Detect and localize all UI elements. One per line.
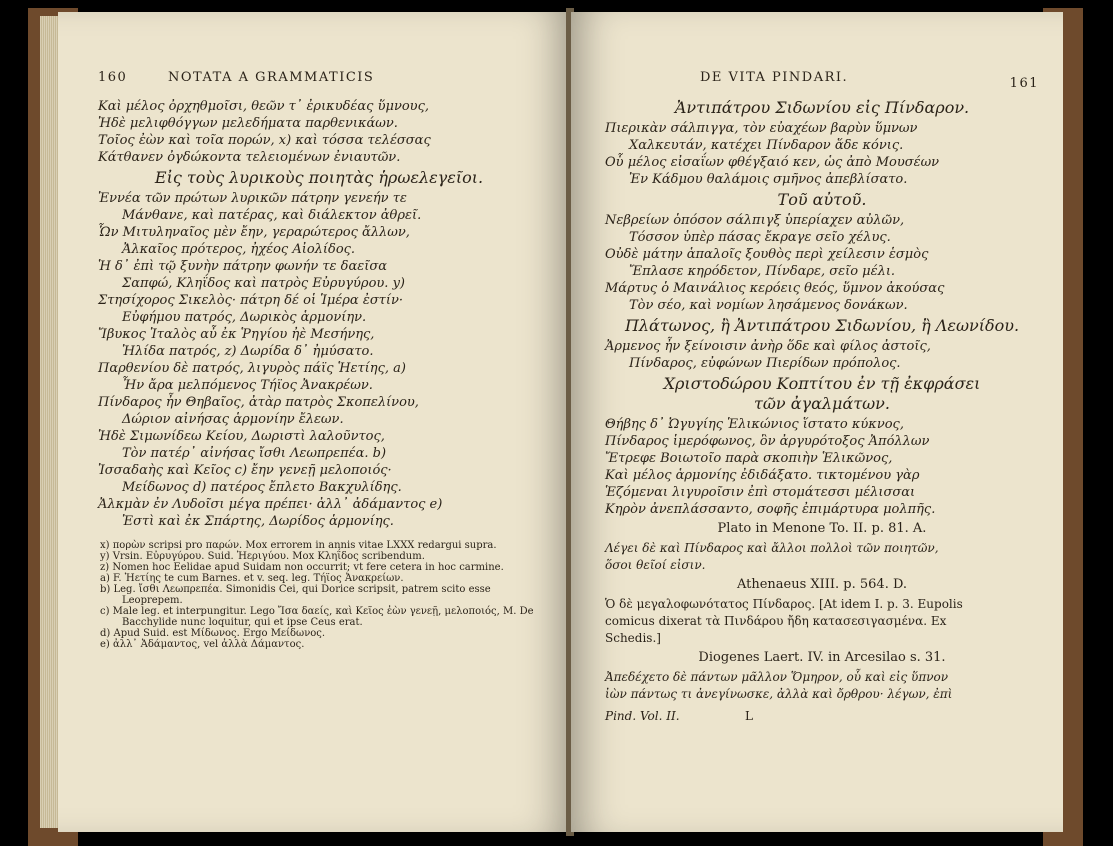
footnote: e) ἀλλ᾽ Ἀδάμαντος, vel ἀλλὰ Δάμαντος. <box>100 639 305 650</box>
verse-line: Ἀρμενος ἦν ξείνοισιν ἀνὴρ ὅδε καὶ φίλος ἀστοῖς, <box>605 339 931 354</box>
verse-line: Οὗ μέλος εἰσαΐων φθέγξαιό κεν, ὡς ἀπὸ Μουσέων <box>605 155 940 170</box>
verse-line: Μάρτυς ὁ Μαινάλιος κερόεις θεός, ὕμνον ἀκούσας <box>605 281 945 296</box>
right-page <box>571 12 1063 832</box>
footnote: b) Leg. ἴσθι Λεωπρεπέα. Simonidis Cei, qui Dorice scripsit, patrem scito esse Leoprepem. <box>100 584 491 606</box>
verse-line: Ἰσσαδαὴς καὶ Κεῖος c) ἔην γενεῇ μελοποιός· <box>98 463 392 478</box>
section-heading: Πλάτωνος, ἢ Ἀντιπάτρου Σιδωνίου, ἢ Λεωνίδου. <box>624 316 1020 335</box>
verse-line: Ἡ δ᾽ ἐπὶ τῷ ξυνὴν πάτρην φωνήν τε δαεῖσα <box>98 259 387 274</box>
verse-line: Τὸν πατέρ᾽ αἰνήσας ἴσθι Λεωπρεπέα. b) <box>122 446 387 461</box>
footnote: d) Apud Suid. est Μίδωνος. Ergo Μείδωνος. <box>100 628 326 639</box>
verse-line: Παρθενίου δὲ πατρός, λιγυρὸς πάϊς Ἡετίης, a) <box>98 361 406 376</box>
page-number-left: 160 <box>98 70 128 85</box>
right-page-text <box>605 96 1039 725</box>
verse-line: Θήβης δ᾽ Ὠγυγίης Ἑλικώνιος ἵστατο κύκνος, <box>605 417 904 432</box>
volume-footer: Pind. Vol. II. <box>605 709 680 723</box>
prose-line: ὅσοι θεῖοί εἰσιν. <box>605 558 706 572</box>
page-number-right: 161 <box>1009 76 1039 91</box>
verse-line: Ἐστὶ καὶ ἐκ Σπάρτης, Δωρίδος ἁρμονίης. <box>122 514 394 529</box>
source-reference: Plato in Menone To. II. p. 81. A. <box>717 521 927 536</box>
prose-line: Schedis.] <box>605 631 661 645</box>
verse-line: Ἑζόμεναι λιγυροῖσιν ἐπὶ στομάτεσσι μέλισσαι <box>605 485 916 500</box>
verse-line: Πίνδαρος ἱμερόφωνος, ὃν ἀργυρότοξος Ἀπόλλων <box>605 434 930 449</box>
verse-line: Καὶ μέλος ὀρχηθμοῖσι, θεῶν τ᾽ ἐρικυδέας ὕμνους, <box>98 99 429 114</box>
section-heading: Εἰς τοὺς λυρικοὺς ποιητὰς ἡρωελεγεῖοι. <box>154 168 484 187</box>
verse-line: Χαλκευτάν, κατέχει Πίνδαρον ἅδε κόνις. <box>629 138 904 153</box>
verse-line: Ἠδὲ μελιφθόγγων μελεδήματα παρθενικάων. <box>98 116 398 131</box>
section-heading: Τοῦ αὐτοῦ. <box>777 190 867 209</box>
prose-line: Ἀπεδέχετο δὲ πάντων μᾶλλον Ὅμηρον, οὗ καὶ εἰς ὕπνον <box>605 670 949 684</box>
footnotes <box>98 540 540 650</box>
prose-line: Ὁ δὲ μεγαλοφωνότατος Πίνδαρος. [At idem I. p. 3. Eupolis <box>605 597 963 611</box>
verse-line: Δώριον αἰνήσας ἁρμονίην ἔλεων. <box>122 412 344 427</box>
verse-line: Πιερικὰν σάλπιγγα, τὸν εὐαχέων βαρὺν ὕμνων <box>605 121 918 136</box>
verse-line: Κάτθανεν ὀγδώκοντα τελειομένων ἐνιαυτῶν. <box>98 150 401 165</box>
verse-line: Στησίχορος Σικελὸς· πάτρη δέ οἱ Ἱμέρα ἐστίν· <box>98 293 404 308</box>
left-page-text <box>98 98 540 650</box>
verse-line: Ἀλκμὰν ἐν Λυδοῖσι μέγα πρέπει· ἀλλ᾽ ἀδάμαντος e) <box>98 497 443 512</box>
source-reference: Diogenes Laert. IV. in Arcesilao s. 31. <box>698 650 946 665</box>
verse-line: Ἠλίδα πατρός, z) Δωρίδα δ᾽ ἠμύσατο. <box>122 344 374 359</box>
footnote: x) πορὼν scripsi pro παρών. Mox errorem in annis vitae LXXX redargui supra. <box>100 540 497 551</box>
source-reference: Athenaeus XIII. p. 564. D. <box>736 577 908 592</box>
verse-line: Ἦν ἄρα μελπόμενος Τήϊος Ἀνακρέων. <box>122 378 373 393</box>
prose-line: comicus dixerat τὰ Πινδάρου ἤδη κατασεσιγασμένα. Ex <box>605 614 947 628</box>
signature-mark: L <box>745 709 753 723</box>
verse-line: Ἐννέα τῶν πρώτων λυρικῶν πάτρην γενεήν τε <box>98 191 407 206</box>
verse-line: Κηρὸν ἀνεπλάσσαντο, σοφῆς ἐπιμάρτυρα μολπῆς. <box>605 502 936 517</box>
section-heading: Χριστοδώρου Κοπτίτου ἐν τῇ ἐκφράσει <box>663 374 981 393</box>
verse-line: Ἔτρεφε Βοιωτοῖο παρὰ σκοπιὴν Ἑλικῶνος, <box>605 451 893 466</box>
verse-line: Μάνθανε, καὶ πατέρας, καὶ διάλεκτον ἀθρεῖ. <box>122 208 422 223</box>
verse-line: Τὸν σέο, καὶ νομίων λησάμενος δονάκων. <box>629 298 908 313</box>
verse-line: Μείδωνος d) πατέρος ἔπλετο Βακχυλίδης. <box>122 480 402 495</box>
verse-line: Καὶ μέλος ἁρμονίης ἐδιδάξατο. τικτομένου γὰρ <box>605 468 920 483</box>
running-head-title-right: DE VITA PINDARI. <box>700 70 849 85</box>
left-page <box>58 12 570 832</box>
verse-line: Εὐφήμου πατρός, Δωρικὸς ἁρμονίην. <box>122 310 367 325</box>
page-footer <box>605 709 1039 725</box>
verse-line: Ἴβυκος Ἰταλὸς αὖ ἐκ Ῥηγίου ἠὲ Μεσήνης, <box>98 327 375 342</box>
prose-line: ἰὼν πάντως τι ἀνεγίνωσκε, ἀλλὰ καὶ ὄρθρου· λέγων, ἐπὶ <box>605 687 953 701</box>
verse-line: Νεβρείων ὁπόσον σάλπιγξ ὑπερίαχεν αὐλῶν, <box>605 213 905 228</box>
page-edges <box>40 16 60 828</box>
verse-line: Πίνδαρος, εὐφώνων Πιερίδων πρόπολος. <box>629 356 901 371</box>
running-head-title-left: NOTATA A GRAMMATICIS <box>168 70 375 85</box>
verse-line: Πίνδαρος ἦν Θηβαῖος, ἀτὰρ πατρὸς Σκοπελίνου, <box>98 395 419 410</box>
footnote: a) F. Ἡετίης te cum Barnes. et v. seq. leg. Τήϊος Ἀνακρείων. <box>100 573 404 584</box>
footnote: z) Nomen hoc Eelidae apud Suidam non occurrit; vt fere cetera in hoc carmine. <box>100 562 504 573</box>
verse-line: Τόσσον ὑπὲρ πάσας ἔκραγε σεῖο χέλυς. <box>629 230 891 245</box>
verse-line: Ἔπλασε κηρόδετον, Πίνδαρε, σεῖο μέλι. <box>629 264 896 279</box>
footnote: c) Male leg. et interpungitur. Lego Ἴσα δαείς, καὶ Κεῖος ἐὼν γενεῇ, μελοποιός, M. De Bacchylide nunc loquitur, qui et ipse Ceus erat. <box>100 606 534 628</box>
verse-line: Ἠδὲ Σιμωνίδεω Κείου, Δωριστὶ λαλοῦντος, <box>98 429 385 444</box>
verse-line: Ὧν Μιτυληναῖος μὲν ἔην, γεραρώτερος ἄλλων, <box>98 225 410 240</box>
verse-line: Ἐν Κάδμου θαλάμοις σμῆνος ἀπεβλίσατο. <box>629 172 908 187</box>
footnote: y) Vrsin. Εὐρυγύρου. Suid. Ἠεριγύου. Mox Κληΐδος scribendum. <box>100 551 425 562</box>
verse-line: Ἀλκαῖος πρότερος, ἠχέος Αἰολίδος. <box>122 242 356 257</box>
verse-line: Οὐδὲ μάτην ἁπαλοῖς ξουθὸς περὶ χείλεσιν ἑσμὸς <box>605 247 929 262</box>
verse-line: Σαπφώ, Κληΐδος καὶ πατρὸς Εὐρυγύρου. y) <box>122 276 405 291</box>
verse-line: Τοῖος ἐὼν καὶ τοῖα πορών, x) καὶ τόσσα τελέσσας <box>98 133 431 148</box>
section-heading: τῶν ἀγαλμάτων. <box>754 394 890 413</box>
section-heading: Ἀντιπάτρου Σιδωνίου εἰς Πίνδαρον. <box>674 98 970 117</box>
prose-line: Λέγει δὲ καὶ Πίνδαρος καὶ ἄλλοι πολλοὶ τῶν ποιητῶν, <box>605 541 939 555</box>
